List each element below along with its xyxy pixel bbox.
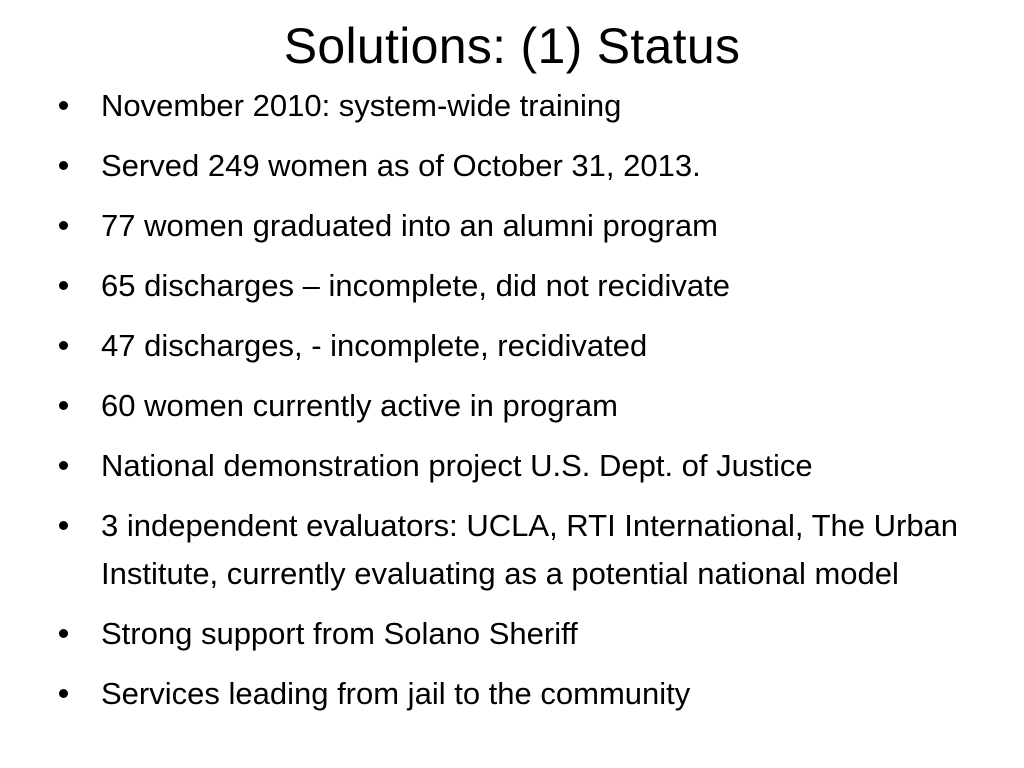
bullet-icon xyxy=(59,101,68,110)
bullet-text: National demonstration project U.S. Dept. of Justice xyxy=(101,448,813,483)
bullet-icon xyxy=(59,689,68,698)
bullet-icon xyxy=(59,401,68,410)
bullet-item xyxy=(56,142,986,190)
bullet-text: Services leading from jail to the community xyxy=(101,676,691,711)
bullet-item xyxy=(56,670,986,718)
bullet-item xyxy=(56,502,986,598)
bullet-item xyxy=(56,610,986,658)
bullet-icon xyxy=(59,221,68,230)
bullet-item xyxy=(56,442,986,490)
bullet-list xyxy=(56,82,986,718)
bullet-text: 47 discharges, - incomplete, recidivated xyxy=(101,328,648,363)
bullet-icon xyxy=(59,281,68,290)
bullet-item xyxy=(56,322,986,370)
bullet-text: November 2010: system-wide training xyxy=(101,88,622,123)
bullet-text: Strong support from Solano Sheriff xyxy=(101,616,578,651)
bullet-item xyxy=(56,262,986,310)
bullet-item xyxy=(56,82,986,130)
bullet-icon xyxy=(59,461,68,470)
bullet-text: 65 discharges – incomplete, did not recidivate xyxy=(101,268,730,303)
slide-title: Solutions: (1) Status xyxy=(283,18,741,74)
bullet-text: 60 women currently active in program xyxy=(101,388,618,423)
bullet-text: Served 249 women as of October 31, 2013. xyxy=(101,148,701,183)
bullet-item xyxy=(56,382,986,430)
bullet-icon xyxy=(59,341,68,350)
bullet-icon xyxy=(59,521,68,530)
bullet-icon xyxy=(59,629,68,638)
bullet-text: 77 women graduated into an alumni program xyxy=(101,208,718,243)
bullet-item xyxy=(56,202,986,250)
bullet-text: 3 independent evaluators: UCLA, RTI International, The Urban Institute, currently evaluating as a potential national model xyxy=(101,508,959,591)
bullet-icon xyxy=(59,161,68,170)
